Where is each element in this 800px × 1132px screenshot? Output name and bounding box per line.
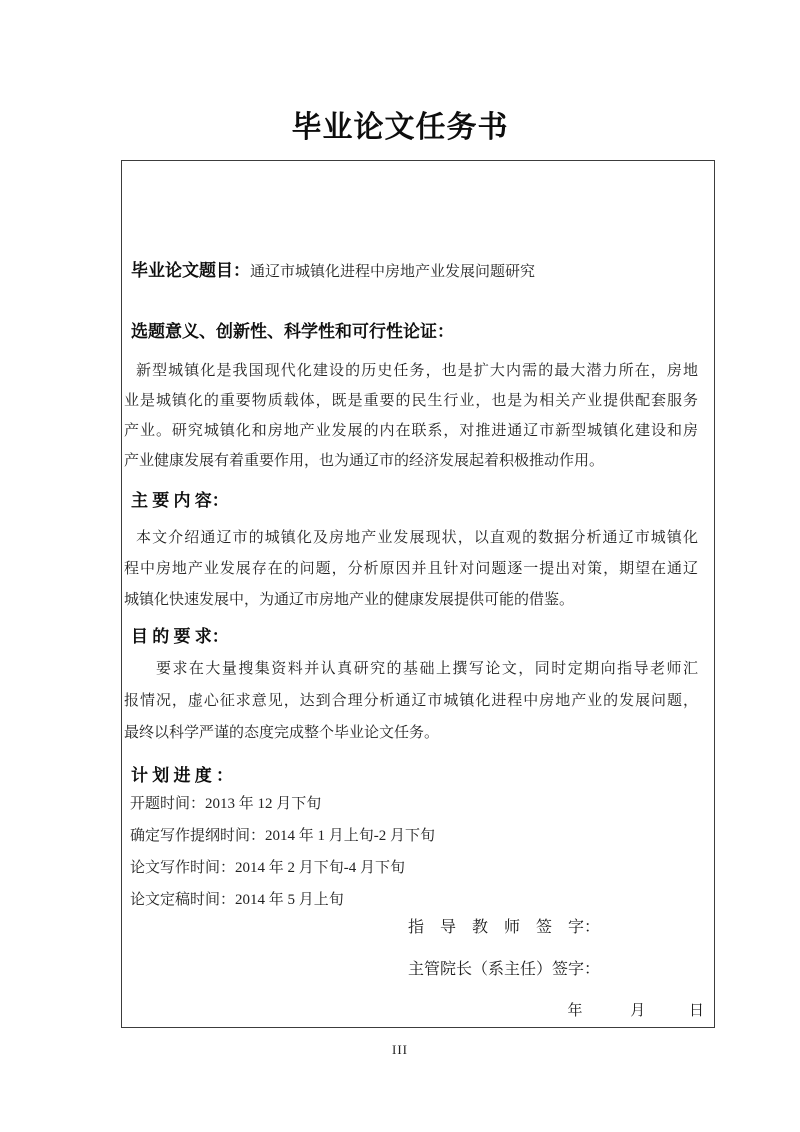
thesis-topic-value: 通辽市城镇化进程中房地产业发展问题研究 [250, 264, 536, 280]
day-label: 日 [688, 1003, 704, 1019]
dean-signature-label: 主管院长（系主任）签字： [408, 961, 601, 978]
significance-paragraph [122, 356, 714, 476]
text-line: 报情况，虚心征求意见，达到合理分析通辽市城镇化进程中房地产业的发展问题， [124, 693, 698, 709]
text-line: 产业健康发展有着重要作用，也为通辽市的经济发展起着积极推动作用。 [124, 453, 605, 469]
text-line: 新型城镇化是我国现代化建设的历史任务，也是扩大内需的最大潜力所在，房地 [136, 363, 698, 379]
text-line: 论文写作时间：2014 年 2 月下旬-4 月下旬 [130, 860, 405, 876]
text-line: 产业。研究城镇化和房地产业发展的内在联系，对推进通辽市新型城镇化建设和房 [124, 423, 698, 439]
advisor-signature-label: 指 导 教 师 签 字： [408, 919, 601, 936]
text-line: 城镇化快速发展中，为通辽市房地产业的健康发展提供可能的借鉴。 [124, 592, 575, 608]
text-line: 最终以科学严谨的态度完成整个毕业论文任务。 [124, 725, 440, 741]
text-line: 程中房地产业发展存在的问题，分析原因并且针对问题逐一提出对策，期望在通辽 [124, 561, 698, 577]
text-line: 论文定稿时间：2014 年 5 月上旬 [130, 892, 344, 908]
document-title: 毕业论文任务书 [291, 111, 509, 144]
signature-date-row [122, 999, 714, 1020]
section-heading-main-content: 主 要 内 容： [131, 491, 229, 510]
month-label: 月 [630, 1003, 646, 1019]
text-line: 确定写作提纲时间：2014 年 1 月上旬-2 月下旬 [130, 828, 435, 844]
thesis-topic-label: 毕业论文题目： [131, 261, 250, 280]
text-line: 要求在大量搜集资料并认真研究的基础上撰写论文，同时定期向指导老师汇 [156, 661, 698, 677]
main-content-paragraph [122, 523, 714, 616]
text-line: 业是城镇化的重要物质载体，既是重要的民生行业，也是为相关产业提供配套服务 [124, 393, 698, 409]
section-heading-schedule: 计 划 进 度 ： [131, 766, 233, 785]
text-line: 开题时间：2013 年 12 月下旬 [130, 796, 322, 812]
thesis-topic-row [122, 256, 714, 281]
section-heading-purpose: 目 的 要 求： [131, 627, 229, 646]
purpose-paragraph [122, 653, 714, 749]
section-heading-significance: 选题意义、创新性、科学性和可行性论证： [131, 322, 454, 341]
schedule-list [122, 788, 714, 916]
text-line: 本文介绍通辽市的城镇化及房地产业发展现状，以直观的数据分析通辽市城镇化 [136, 530, 698, 546]
year-label: 年 [567, 1003, 583, 1019]
page-number: III [392, 1042, 408, 1057]
task-form-box [121, 160, 715, 1028]
